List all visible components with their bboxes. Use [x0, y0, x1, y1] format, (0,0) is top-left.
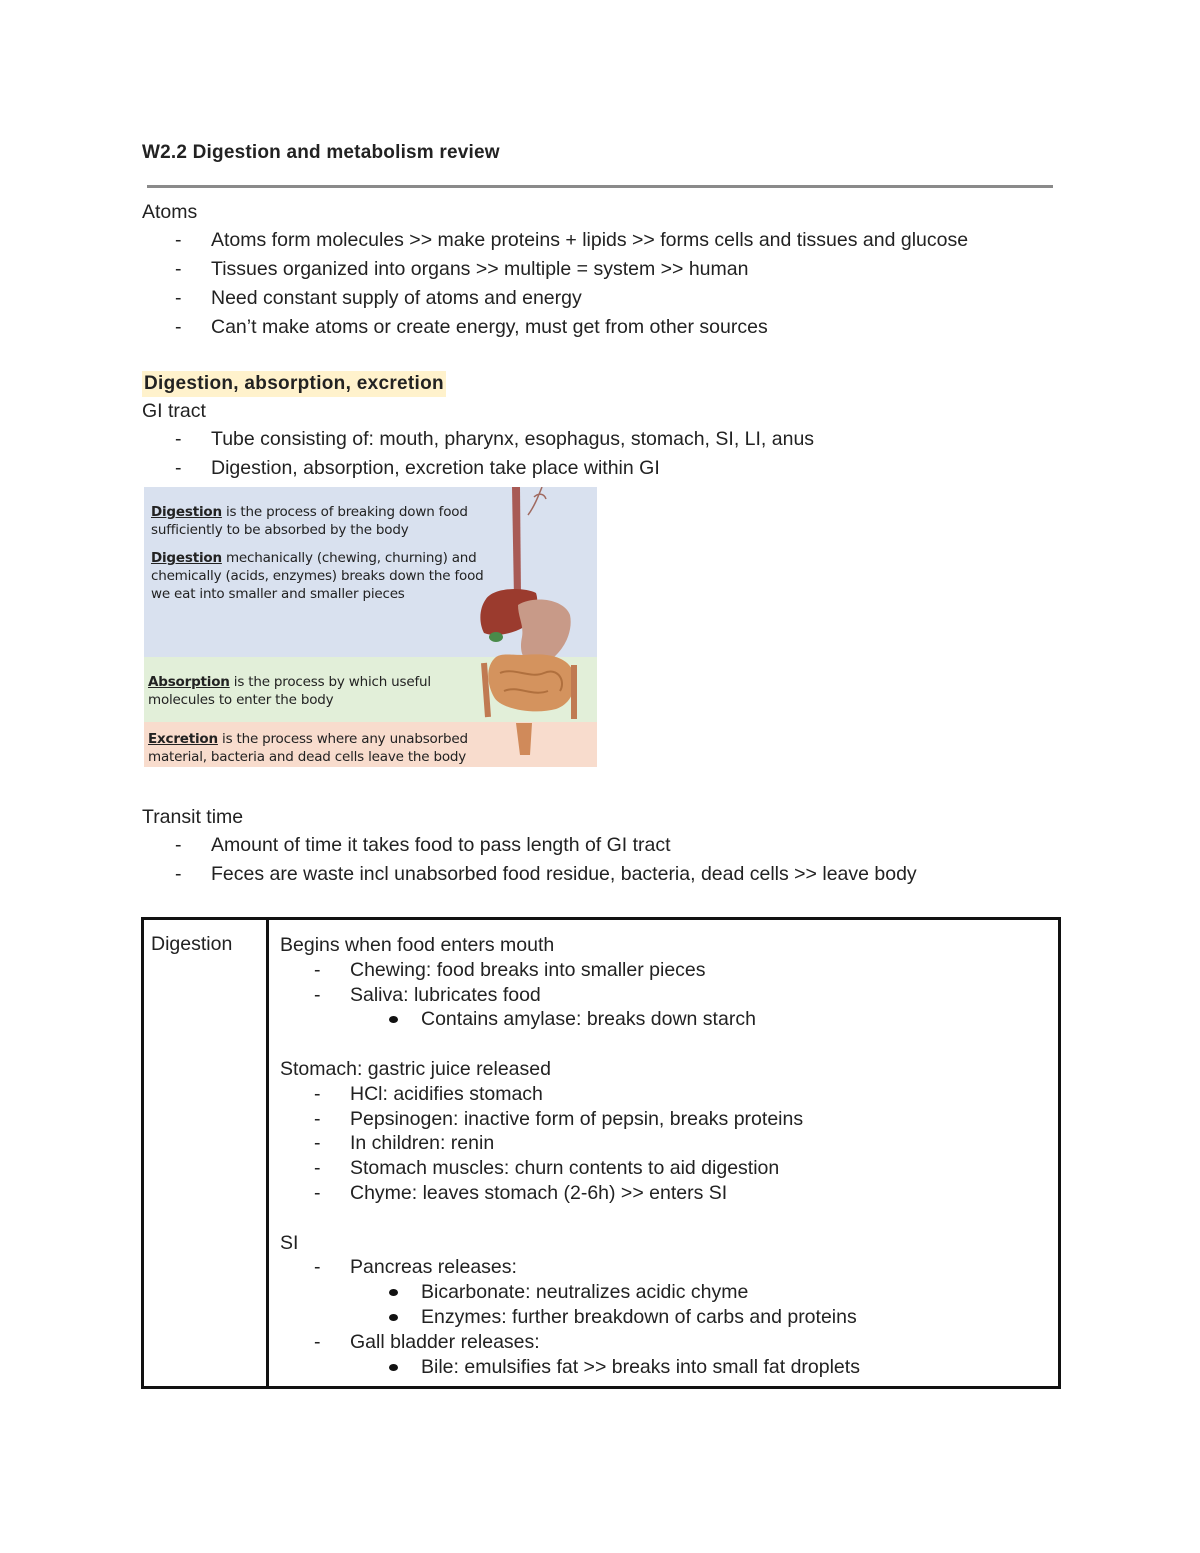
table-line: Stomach: gastric juice released [280, 1057, 551, 1080]
table-line: Bicarbonate: neutralizes acidic chyme [280, 1280, 860, 1305]
figure-text: mechanically (chewing, churning) and [221, 550, 477, 566]
digestion-term: Digestion [151, 504, 222, 520]
list-item: - Digestion, absorption, excretion take place within GI [142, 454, 814, 483]
list-item: - Tube consisting of: mouth, pharynx, esophagus, stomach, SI, LI, anus [142, 425, 814, 454]
excretion-definition [148, 730, 468, 766]
highlighted-heading: Digestion, absorption, excretion [142, 371, 446, 397]
table-line: SI [280, 1231, 299, 1254]
atoms-heading: Atoms [142, 201, 198, 223]
table-line: - Pepsinogen: inactive form of pepsin, breaks proteins [280, 1107, 860, 1132]
esophagus-shape [512, 487, 521, 599]
table-label: Digestion [151, 933, 233, 955]
page-title: W2.2 Digestion and metabolism review [142, 142, 500, 163]
table-line: Contains amylase: breaks down starch [280, 1007, 860, 1032]
digestion-table [141, 917, 1061, 1389]
figure-text: we eat into smaller and smaller pieces [151, 586, 405, 602]
table-line: - In children: renin [280, 1131, 860, 1156]
transit-list [142, 831, 917, 889]
list-item: - Need constant supply of atoms and energy [142, 284, 968, 313]
salivary-gland-shape [528, 487, 546, 515]
table-line: Enzymes: further breakdown of carbs and proteins [280, 1305, 860, 1330]
table-line: - Pancreas releases: [280, 1255, 860, 1280]
figure-text: molecules to enter the body [148, 692, 334, 708]
list-item: - Feces are waste incl unabsorbed food residue, bacteria, dead cells >> leave body [142, 860, 917, 889]
gi-tract-list [142, 425, 814, 483]
figure-text: is the process of breaking down food [221, 504, 468, 520]
transit-section [142, 803, 917, 889]
list-item: - Amount of time it takes food to pass length of GI tract [142, 831, 917, 860]
list-item: - Tissues organized into organs >> multiple = system >> human [142, 255, 968, 284]
horizontal-rule [147, 185, 1053, 188]
absorption-definition [148, 673, 431, 709]
table-content-cell [280, 933, 860, 1379]
table-line: - Stomach muscles: churn contents to aid digestion [280, 1156, 860, 1181]
atoms-section [142, 198, 968, 342]
digestion-term: Digestion [151, 550, 222, 566]
figure-text: chemically (acids, enzymes) breaks down the food [151, 568, 484, 584]
list-item: - Can’t make atoms or create energy, must get from other sources [142, 313, 968, 342]
figure-text: is the process where any unabsorbed [217, 731, 468, 747]
digestion-figure [144, 487, 597, 767]
digestion-section [142, 369, 814, 483]
table-line: Begins when food enters mouth [280, 934, 555, 956]
excretion-term: Excretion [148, 731, 218, 747]
figure-text: is the process by which useful [229, 674, 431, 690]
table-line: - Gall bladder releases: [280, 1330, 860, 1355]
digestive-system-illustration [474, 487, 597, 767]
gallbladder-shape [489, 632, 503, 642]
figure-text: material, bacteria and dead cells leave the body [148, 749, 467, 765]
digestion-definition [151, 503, 468, 539]
table-line: - Chewing: food breaks into smaller pieces [280, 958, 860, 983]
figure-text: sufficiently to be absorbed by the body [151, 522, 409, 538]
gi-tract-heading: GI tract [142, 400, 206, 422]
rectum-shape [516, 723, 532, 755]
table-line: Bile: emulsifies fat >> breaks into small fat droplets [280, 1355, 860, 1380]
table-line: - HCl: acidifies stomach [280, 1082, 860, 1107]
atoms-list [142, 226, 968, 342]
table-line: - Saliva: lubricates food [280, 983, 860, 1008]
absorption-term: Absorption [148, 674, 230, 690]
transit-heading: Transit time [142, 806, 244, 828]
table-line: - Chyme: leaves stomach (2-6h) >> enters SI [280, 1181, 860, 1206]
table-label-cell [144, 920, 269, 1386]
digestion-mechanism [151, 549, 484, 603]
list-item: - Atoms form molecules >> make proteins + lipids >> forms cells and tissues and glucose [142, 226, 968, 255]
